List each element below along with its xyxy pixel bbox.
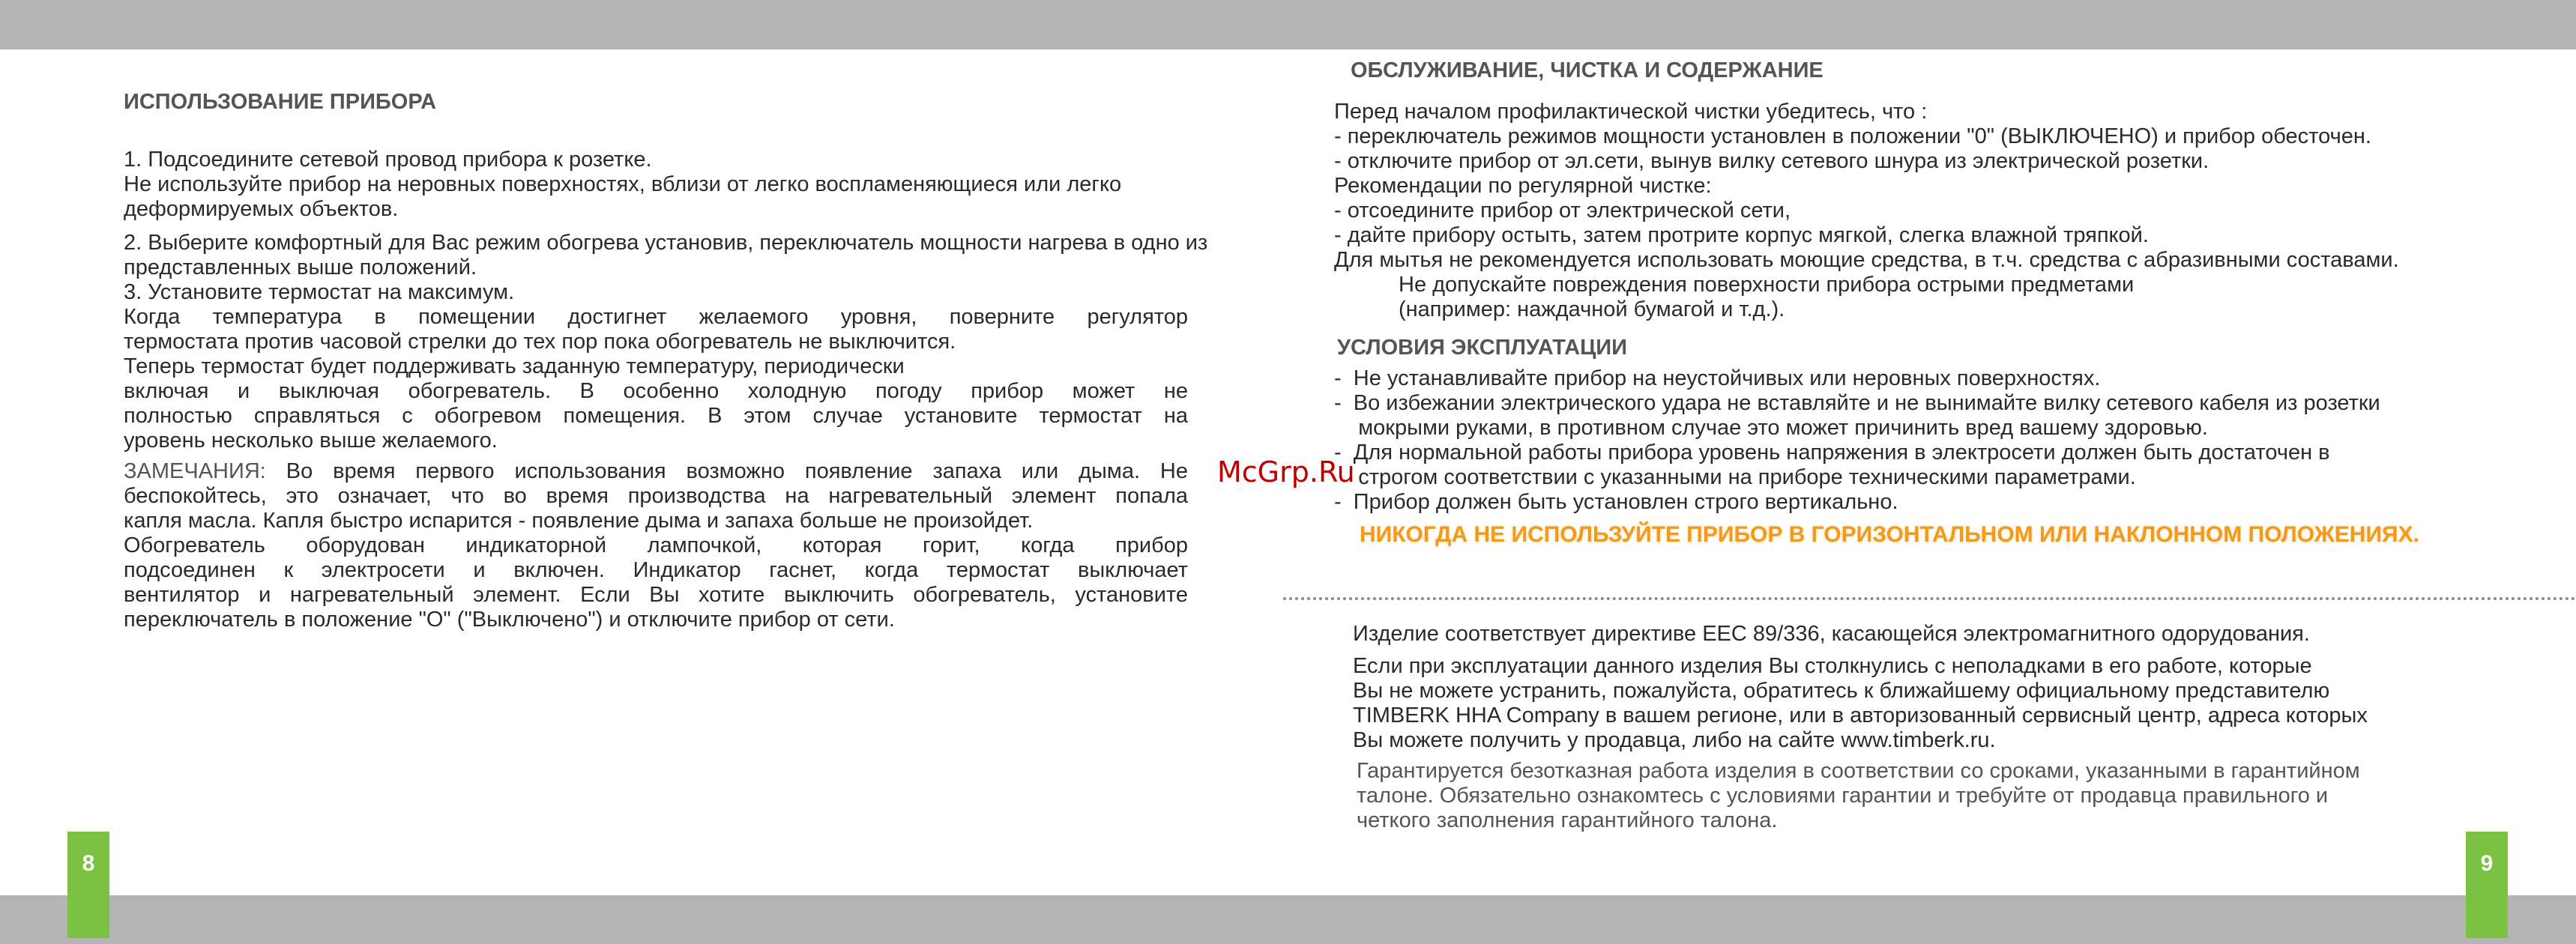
service-center-line: Если при эксплуатации данного изделия Вы столкнулись с неполадками в его работе, которые bbox=[1353, 654, 2312, 678]
page-number-left: 8 bbox=[67, 832, 109, 938]
service-indented-line: Не допускайте повреждения поверхности прибора острыми предметами bbox=[1399, 273, 2135, 297]
conditions-line: - Для нормальной работы прибора уровень напряжения в электросети должен быть достаточен в bbox=[1334, 441, 2330, 465]
service-line: Для мытья не рекомендуется использовать моющие средства, в т.ч. средства с абразивными составами. bbox=[1334, 248, 2399, 272]
step-2: 2. Выберите комфортный для Вас режим обогрева установив, переключатель мощности нагрева в одно из представленных выше положений. bbox=[124, 231, 1208, 279]
service-line: - переключатель режимов мощности установлен в положении "0" (ВЫКЛЮЧЕНО) и прибор обесточен. bbox=[1334, 124, 2371, 148]
remarks-line: переключатель в положение "О" ("Выключено") и отключите прибор от сети. bbox=[124, 608, 895, 632]
step-1: 1. Подсоедините сетевой провод прибора к розетке. bbox=[124, 148, 652, 172]
service-line: - отсоедините прибор от электрической сети, bbox=[1334, 199, 1791, 223]
directive-text: Изделие соответствует директиве ЕЕС 89/336, касающейся электромагнитного одорудования. bbox=[1353, 622, 2310, 646]
step-3-line: уровень несколько выше желаемого. bbox=[124, 429, 498, 453]
remarks-line: вентилятор и нагревательный элемент. Если Вы хотите выключить обогреватель, установите bbox=[124, 583, 1188, 607]
step-3-line: термостата против часовой стрелки до тех пор пока обогреватель не выключится. bbox=[124, 330, 956, 354]
service-indented-line: (например: наждачной бумагой и т.д.). bbox=[1399, 297, 1785, 321]
step-1-note: Не используйте прибор на неровных поверхностях, вблизи от легко воспламеняющиеся или легко деформируемых объектов. bbox=[124, 172, 1122, 221]
heading-usage: ИСПОЛЬЗОВАНИЕ ПРИБОРА bbox=[124, 90, 437, 114]
service-line: - дайте прибору остыть, затем протрите корпус мягкой, слегка влажной тряпкой. bbox=[1334, 223, 2149, 247]
left-page bbox=[124, 90, 1208, 632]
right-page bbox=[1334, 58, 2503, 547]
conditions-line: - Не устанавливайте прибор на неустойчивых или неровных поверхностях. bbox=[1334, 366, 2101, 390]
service-center-line: Вы можете получить у продавца, либо на сайте www.timberk.ru. bbox=[1353, 728, 1996, 752]
step-3: 3. Установите термостат на максимум. bbox=[124, 280, 515, 304]
step-3-line: Теперь термостат будет поддерживать заданную температуру, периодически bbox=[124, 354, 905, 378]
step-3-line: полностью справляться с обогревом помещения. В этом случае установите термостат на bbox=[124, 404, 1188, 428]
warranty-line: четкого заполнения гарантийного талона. bbox=[1357, 808, 1778, 832]
service-line: Перед началом профилактической чистки убедитесь, что : bbox=[1334, 100, 1928, 124]
conditions-line: мокрыми руками, в противном случае это может причинить вред вашему здоровью. bbox=[1334, 416, 2208, 440]
right-page-footer bbox=[1353, 622, 2492, 833]
warning-text: НИКОГДА НЕ ИСПОЛЬЗУЙТЕ ПРИБОР В ГОРИЗОНТАЛЬНОМ ИЛИ НАКЛОННОМ ПОЛОЖЕНИЯХ. bbox=[1360, 522, 2419, 547]
section-divider bbox=[1283, 597, 2576, 600]
service-line: Рекомендации по регулярной чистке: bbox=[1334, 174, 1712, 198]
heading-service: ОБСЛУЖИВАНИЕ, ЧИСТКА И СОДЕРЖАНИЕ bbox=[1351, 58, 1824, 82]
warranty-line: Гарантируется безотказная работа изделия в соответствии со сроками, указанными в гарантийном bbox=[1357, 759, 2360, 783]
remarks-text: Во время первого использования возможно появление запаха или дыма. Не bbox=[265, 459, 1188, 483]
service-center-line: TIMBERK HHA Company в вашем регионе, или в авторизованный сервисный центр, адреса которых bbox=[1353, 704, 2368, 727]
bottom-band bbox=[0, 895, 2576, 944]
conditions-line: строгом соответствии с указанными на приборе техническими параметрами. bbox=[1334, 465, 2136, 489]
step-3-line: включая и выключая обогреватель. В особенно холодную погоду прибор может не bbox=[124, 379, 1188, 403]
remarks-line: Обогреватель оборудован индикаторной лампочкой, которая горит, когда прибор bbox=[124, 533, 1188, 557]
service-line: - отключите прибор от эл.сети, вынув вилку сетевого шнура из электрической розетки. bbox=[1334, 149, 2209, 173]
remarks-line: подсоединен к электросети и включен. Индикатор гаснет, когда термостат выключает bbox=[124, 558, 1188, 582]
warranty-line: талоне. Обязательно ознакомтесь с условиями гарантии и требуйте от продавца правильного и bbox=[1357, 784, 2329, 808]
top-band bbox=[0, 0, 2576, 49]
step-3-line: Когда температура в помещении достигнет желаемого уровня, поверните регулятор bbox=[124, 305, 1188, 329]
heading-conditions: УСЛОВИЯ ЭКСПЛУАТАЦИИ bbox=[1337, 336, 1627, 360]
remarks-line: капля масла. Капля быстро испарится - появление дыма и запаха больше не произойдет. bbox=[124, 509, 1034, 533]
remarks-label: ЗАМЕЧАНИЯ: bbox=[124, 459, 266, 483]
conditions-line: - Прибор должен быть установлен строго вертикально. bbox=[1334, 490, 1898, 514]
remarks-first-line bbox=[124, 459, 1188, 484]
remarks-line: беспокойтесь, это означает, что во время производства на нагревательный элемент попала bbox=[124, 484, 1188, 508]
page-number-right: 9 bbox=[2466, 832, 2508, 938]
service-center-line: Вы не можете устранить, пожалуйста, обратитесь к ближайшему официальному представителю bbox=[1353, 679, 2330, 703]
conditions-line: - Во избежании электрического удара не вставляйте и не вынимайте вилку сетевого кабеля из розетки bbox=[1334, 391, 2380, 415]
watermark: McGrp.Ru bbox=[1217, 456, 1355, 488]
